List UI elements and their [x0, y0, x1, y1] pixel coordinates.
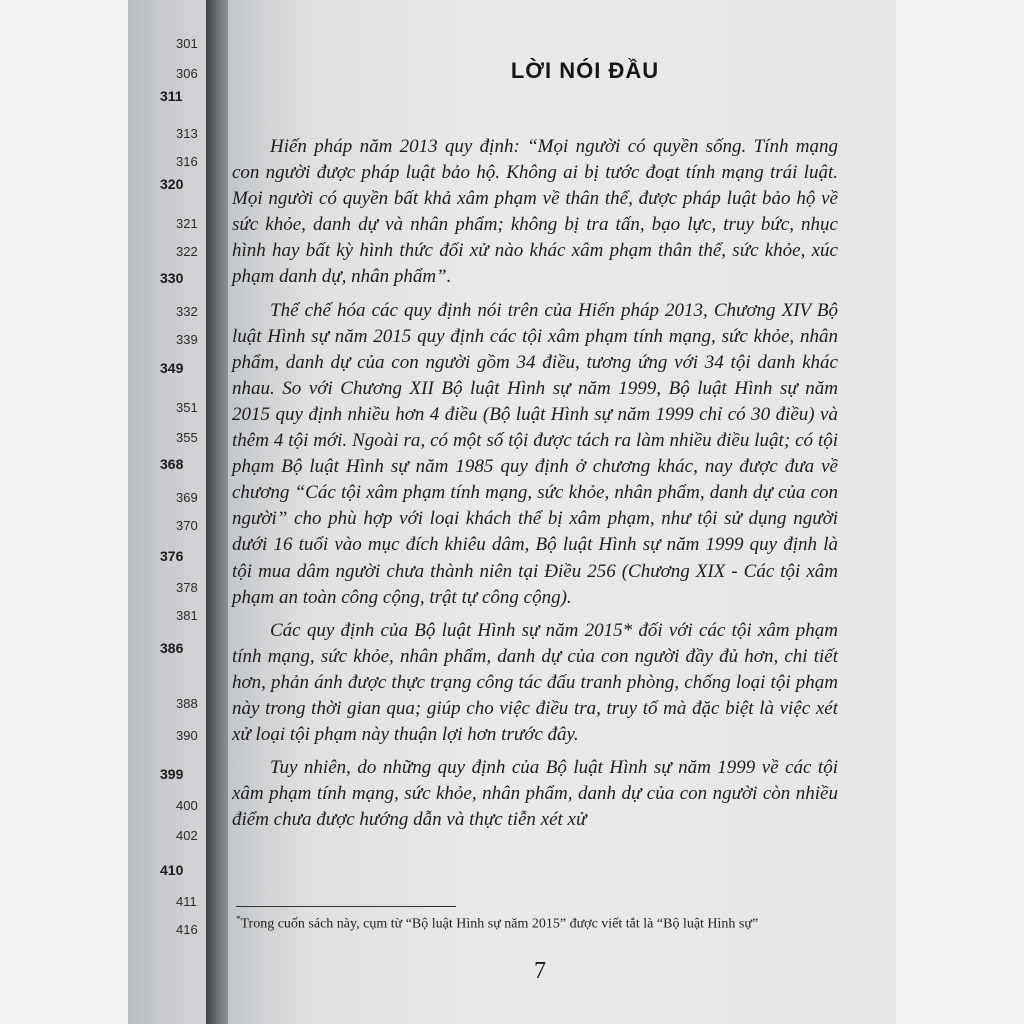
toc-number: 330	[160, 270, 184, 286]
book-spine	[206, 0, 228, 1024]
toc-number: 399	[160, 766, 184, 782]
toc-number: 388	[176, 696, 198, 711]
footnote-marker: *	[236, 914, 241, 924]
toc-number: 320	[160, 176, 184, 192]
page-title: LỜI NÓI ĐẦU	[510, 58, 660, 83]
toc-number: 301	[176, 36, 198, 51]
page-number: 7	[534, 958, 546, 984]
footnote-divider	[236, 906, 456, 907]
toc-number: 332	[176, 304, 198, 319]
toc-number: 322	[176, 244, 198, 259]
toc-number: 376	[160, 548, 184, 564]
paragraph: Tuy nhiên, do những quy định của Bộ luật Hình sự năm 1999 về các tội xâm phạm tính mạng, sức khỏe, nhân phẩm, danh dự của con người còn nhiều điểm chưa được hướng dẫn và thực tiễn xét xử	[232, 757, 838, 831]
paragraph: Hiến pháp năm 2013 quy định: “Mọi người có quyền sống. Tính mạng con người được pháp luật bảo hộ. Không ai bị tước đoạt tính mạng trái luật. Mọi người có quyền bất khả xâm phạm về thân thể, được pháp luật bảo hộ về sức khỏe, danh dự và nhân phẩm; không bị tra tấn, bạo lực, truy bức, nhục hình hay bất kỳ hình thức đối xử nào khác xâm phạm thân thể, sức khỏe, xúc phạm danh dự, nhân phẩm”.	[232, 136, 838, 288]
toc-number: 339	[176, 332, 198, 347]
toc-number: 349	[160, 360, 184, 376]
toc-number: 316	[176, 154, 198, 169]
toc-number: 370	[176, 518, 198, 533]
toc-number: 386	[160, 640, 184, 656]
toc-number: 306	[176, 66, 198, 81]
toc-number: 369	[176, 490, 198, 505]
paragraph: Thể chế hóa các quy định nói trên của Hiến pháp 2013, Chương XIV Bộ luật Hình sự năm 2015 quy định các tội xâm phạm tính mạng, sức khỏe, nhân phẩm, danh dự của con người gồm 34 điều, tương ứng với 34 tội danh khác nhau. So với Chương XII Bộ luật Hình sự năm 1999, Bộ luật Hình sự năm 2015 quy định nhiều hơn 4 điều (Bộ luật Hình sự năm 1999 chỉ có 30 điều) và thêm 4 tội mới. Ngoài ra, có một số tội được tách ra làm nhiều điều luật; có tội phạm Bộ luật Hình sự năm 1985 quy định ở chương khác, nay được đưa về chương “Các tội xâm phạm tính mạng, sức khỏe, nhân phẩm, danh dự của con người” cho phù hợp với loại khách thể bị xâm phạm, như tội sử dụng người dưới 16 tuổi vào mục đích khiêu dâm, Bộ luật Hình sự năm 1999 quy định là tội mua dâm người chưa thành niên tại Điều 256 (Chương XIX - Các tội xâm phạm an toàn công cộng, trật tự công cộng).	[232, 299, 838, 608]
toc-number: 402	[176, 828, 198, 843]
footnote	[236, 914, 846, 933]
background-right	[896, 0, 1024, 1024]
preface-body	[232, 134, 838, 840]
toc-number: 378	[176, 580, 198, 595]
toc-number: 411	[176, 894, 197, 909]
toc-number: 368	[160, 456, 184, 472]
toc-number: 311	[160, 88, 183, 104]
toc-number: 351	[176, 400, 198, 415]
toc-number: 416	[176, 922, 198, 937]
toc-number: 321	[176, 216, 198, 231]
toc-number: 355	[176, 430, 198, 445]
toc-number: 400	[176, 798, 198, 813]
toc-number: 410	[160, 862, 184, 878]
footnote-text: Trong cuốn sách này, cụm từ “Bộ luật Hình sự năm 2015” được viết tắt là “Bộ luật Hình sự”	[240, 916, 759, 932]
paragraph: Các quy định của Bộ luật Hình sự năm 2015* đối với các tội xâm phạm tính mạng, sức khỏe, nhân phẩm, danh dự của con người đầy đủ hơn, chi tiết hơn, phản ánh được thực trạng công tác đấu tranh phòng, chống loại tội phạm này trong thời gian qua; giúp cho việc điều tra, truy tố mà đặc biệt là việc xét xử loại tội phạm này thuận lợi hơn trước đây.	[232, 619, 838, 746]
toc-number: 390	[176, 728, 198, 743]
toc-number: 381	[176, 608, 198, 623]
toc-number: 313	[176, 126, 198, 141]
